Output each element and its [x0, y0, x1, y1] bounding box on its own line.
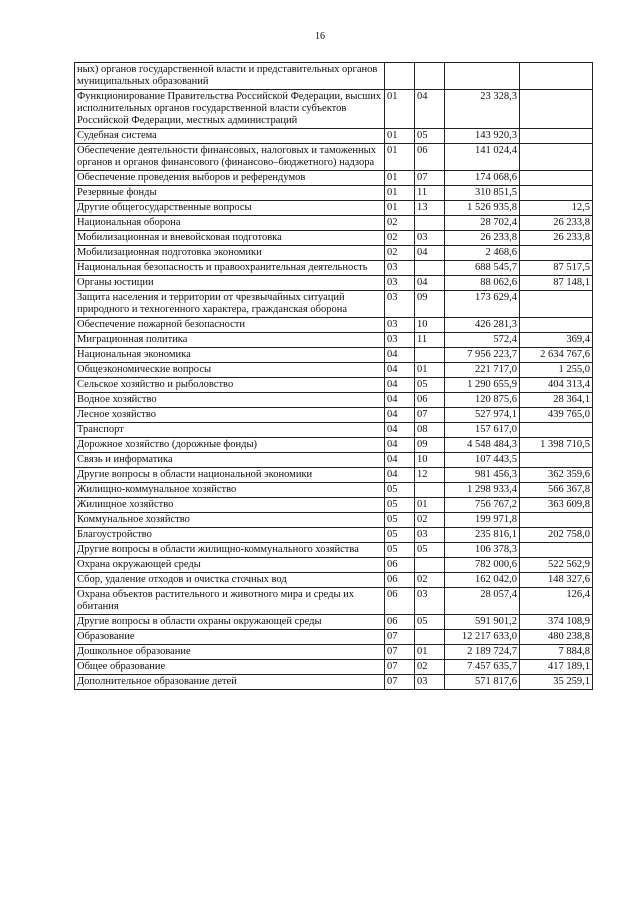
- amount-subventions: [520, 318, 593, 333]
- amount-total: 981 456,3: [445, 468, 520, 483]
- amount-subventions: 87 148,1: [520, 276, 593, 291]
- section-code: 05: [385, 528, 415, 543]
- amount-total: 120 875,6: [445, 393, 520, 408]
- subsection-code: 11: [415, 333, 445, 348]
- section-code: 05: [385, 498, 415, 513]
- section-code: 06: [385, 588, 415, 615]
- amount-subventions: 202 758,0: [520, 528, 593, 543]
- row-name: Жилищно-коммунальное хозяйство: [75, 483, 385, 498]
- table-row: [75, 558, 593, 573]
- amount-subventions: [520, 453, 593, 468]
- section-code: 01: [385, 129, 415, 144]
- subsection-code: 05: [415, 129, 445, 144]
- subsection-code: 09: [415, 438, 445, 453]
- section-code: 04: [385, 408, 415, 423]
- amount-subventions: 26 233,8: [520, 231, 593, 246]
- subsection-code: [415, 558, 445, 573]
- subsection-code: 04: [415, 276, 445, 291]
- section-code: 04: [385, 378, 415, 393]
- table-row: [75, 543, 593, 558]
- section-code: 04: [385, 453, 415, 468]
- row-name: Резервные фонды: [75, 186, 385, 201]
- subsection-code: [415, 216, 445, 231]
- amount-subventions: 126,4: [520, 588, 593, 615]
- subsection-code: 03: [415, 588, 445, 615]
- row-name: Защита населения и территории от чрезвычайных ситуаций природного и техногенного характера, гражданская оборона: [75, 291, 385, 318]
- section-code: 01: [385, 90, 415, 129]
- amount-subventions: [520, 513, 593, 528]
- amount-subventions: 566 367,8: [520, 483, 593, 498]
- section-code: 06: [385, 558, 415, 573]
- amount-subventions: 439 765,0: [520, 408, 593, 423]
- table-row: [75, 129, 593, 144]
- amount-subventions: 362 359,6: [520, 468, 593, 483]
- budget-table-body: [75, 63, 593, 690]
- table-row: [75, 645, 593, 660]
- amount-subventions: 1 255,0: [520, 363, 593, 378]
- table-row: [75, 675, 593, 690]
- amount-subventions: 1 398 710,5: [520, 438, 593, 453]
- table-row: [75, 276, 593, 291]
- table-row: [75, 318, 593, 333]
- row-name: Благоустройство: [75, 528, 385, 543]
- amount-subventions: 2 634 767,6: [520, 348, 593, 363]
- amount-subventions: [520, 90, 593, 129]
- amount-total: 107 443,5: [445, 453, 520, 468]
- subsection-code: 05: [415, 378, 445, 393]
- section-code: 05: [385, 543, 415, 558]
- section-code: 04: [385, 363, 415, 378]
- section-code: 04: [385, 393, 415, 408]
- row-name: Дополнительное образование детей: [75, 675, 385, 690]
- row-name: Лесное хозяйство: [75, 408, 385, 423]
- subsection-code: 06: [415, 144, 445, 171]
- subsection-code: [415, 63, 445, 90]
- row-name: Охрана окружающей среды: [75, 558, 385, 573]
- row-name: Другие вопросы в области жилищно-коммунального хозяйства: [75, 543, 385, 558]
- row-name: Коммунальное хозяйство: [75, 513, 385, 528]
- table-row: [75, 660, 593, 675]
- section-code: 01: [385, 144, 415, 171]
- section-code: 04: [385, 423, 415, 438]
- subsection-code: 06: [415, 393, 445, 408]
- row-name: Другие вопросы в области охраны окружающей среды: [75, 615, 385, 630]
- subsection-code: 13: [415, 201, 445, 216]
- section-code: 05: [385, 483, 415, 498]
- amount-subventions: 28 364,1: [520, 393, 593, 408]
- table-row: [75, 261, 593, 276]
- section-code: 02: [385, 231, 415, 246]
- subsection-code: 12: [415, 468, 445, 483]
- amount-total: 756 767,2: [445, 498, 520, 513]
- amount-total: 7 956 223,7: [445, 348, 520, 363]
- section-code: 01: [385, 201, 415, 216]
- amount-total: 688 545,7: [445, 261, 520, 276]
- table-row: [75, 615, 593, 630]
- amount-subventions: [520, 246, 593, 261]
- amount-subventions: [520, 291, 593, 318]
- table-row: [75, 171, 593, 186]
- amount-total: 28 702,4: [445, 216, 520, 231]
- amount-total: 173 629,4: [445, 291, 520, 318]
- amount-subventions: 7 884,8: [520, 645, 593, 660]
- row-name: Сбор, удаление отходов и очистка сточных вод: [75, 573, 385, 588]
- amount-total: 4 548 484,3: [445, 438, 520, 453]
- row-name: Органы юстиции: [75, 276, 385, 291]
- amount-total: 88 062,6: [445, 276, 520, 291]
- section-code: 03: [385, 261, 415, 276]
- amount-total: 572,4: [445, 333, 520, 348]
- row-name: Национальная безопасность и правоохранительная деятельность: [75, 261, 385, 276]
- row-name: Жилищное хозяйство: [75, 498, 385, 513]
- row-name: Сельское хозяйство и рыболовство: [75, 378, 385, 393]
- amount-subventions: [520, 144, 593, 171]
- section-code: 07: [385, 645, 415, 660]
- subsection-code: 10: [415, 318, 445, 333]
- section-code: 07: [385, 675, 415, 690]
- table-row: [75, 630, 593, 645]
- subsection-code: 01: [415, 363, 445, 378]
- table-row: [75, 423, 593, 438]
- table-row: [75, 498, 593, 513]
- section-code: 03: [385, 318, 415, 333]
- table-row: [75, 90, 593, 129]
- subsection-code: 08: [415, 423, 445, 438]
- section-code: 06: [385, 615, 415, 630]
- table-row: [75, 408, 593, 423]
- table-row: [75, 453, 593, 468]
- section-code: 03: [385, 276, 415, 291]
- page-number: 16: [315, 31, 325, 42]
- subsection-code: 05: [415, 543, 445, 558]
- amount-total: 2 189 724,7: [445, 645, 520, 660]
- budget-table: [74, 62, 593, 690]
- row-name: Мобилизационная подготовка экономики: [75, 246, 385, 261]
- row-name: Охрана объектов растительного и животного мира и среды их обитания: [75, 588, 385, 615]
- subsection-code: 11: [415, 186, 445, 201]
- amount-subventions: 480 238,8: [520, 630, 593, 645]
- table-row: [75, 378, 593, 393]
- table-row: [75, 63, 593, 90]
- row-name: Мобилизационная и вневойсковая подготовка: [75, 231, 385, 246]
- amount-subventions: 522 562,9: [520, 558, 593, 573]
- subsection-code: 02: [415, 513, 445, 528]
- subsection-code: [415, 348, 445, 363]
- amount-total: 23 328,3: [445, 90, 520, 129]
- row-name: Национальная экономика: [75, 348, 385, 363]
- amount-subventions: 404 313,4: [520, 378, 593, 393]
- row-name: Обеспечение проведения выборов и референдумов: [75, 171, 385, 186]
- amount-total: 26 233,8: [445, 231, 520, 246]
- subsection-code: 02: [415, 573, 445, 588]
- amount-total: 591 901,2: [445, 615, 520, 630]
- row-name: Дошкольное образование: [75, 645, 385, 660]
- row-name: Водное хозяйство: [75, 393, 385, 408]
- row-name: Другие вопросы в области национальной экономики: [75, 468, 385, 483]
- table-row: [75, 144, 593, 171]
- amount-total: 174 068,6: [445, 171, 520, 186]
- row-name: ных) органов государственной власти и представительных органов муниципальных образований: [75, 63, 385, 90]
- amount-subventions: [520, 423, 593, 438]
- subsection-code: [415, 261, 445, 276]
- section-code: 02: [385, 246, 415, 261]
- table-row: [75, 246, 593, 261]
- amount-total: 157 617,0: [445, 423, 520, 438]
- amount-subventions: 26 233,8: [520, 216, 593, 231]
- row-name: Общеэкономические вопросы: [75, 363, 385, 378]
- amount-total: 235 816,1: [445, 528, 520, 543]
- subsection-code: 07: [415, 408, 445, 423]
- table-row: [75, 186, 593, 201]
- row-name: Транспорт: [75, 423, 385, 438]
- section-code: 05: [385, 513, 415, 528]
- subsection-code: 09: [415, 291, 445, 318]
- amount-subventions: [520, 129, 593, 144]
- row-name: Национальная оборона: [75, 216, 385, 231]
- amount-total: 12 217 633,0: [445, 630, 520, 645]
- section-code: 04: [385, 468, 415, 483]
- section-code: 07: [385, 660, 415, 675]
- amount-total: 7 457 635,7: [445, 660, 520, 675]
- table-row: [75, 573, 593, 588]
- row-name: Обеспечение пожарной безопасности: [75, 318, 385, 333]
- amount-total: 527 974,1: [445, 408, 520, 423]
- amount-total: 106 378,3: [445, 543, 520, 558]
- subsection-code: 03: [415, 675, 445, 690]
- section-code: [385, 63, 415, 90]
- subsection-code: 01: [415, 645, 445, 660]
- row-name: Функционирование Правительства Российской Федерации, высших исполнительных органов государственной власти субъектов Российской Федерации, местных администраций: [75, 90, 385, 129]
- table-row: [75, 588, 593, 615]
- amount-subventions: 148 327,6: [520, 573, 593, 588]
- subsection-code: 04: [415, 246, 445, 261]
- row-name: Судебная система: [75, 129, 385, 144]
- table-row: [75, 468, 593, 483]
- table-row: [75, 333, 593, 348]
- subsection-code: 02: [415, 660, 445, 675]
- table-row: [75, 291, 593, 318]
- section-code: 02: [385, 216, 415, 231]
- section-code: 04: [385, 348, 415, 363]
- table-row: [75, 348, 593, 363]
- row-name: Обеспечение деятельности финансовых, налоговых и таможенных органов и органов финансового (финансово–бюджетного) надзора: [75, 144, 385, 171]
- amount-subventions: 12,5: [520, 201, 593, 216]
- table-row: [75, 201, 593, 216]
- row-name: Миграционная политика: [75, 333, 385, 348]
- table-row: [75, 438, 593, 453]
- subsection-code: 03: [415, 231, 445, 246]
- amount-total: 310 851,5: [445, 186, 520, 201]
- row-name: Общее образование: [75, 660, 385, 675]
- subsection-code: 05: [415, 615, 445, 630]
- subsection-code: 07: [415, 171, 445, 186]
- amount-total: 782 000,6: [445, 558, 520, 573]
- subsection-code: 03: [415, 528, 445, 543]
- section-code: 01: [385, 171, 415, 186]
- amount-total: 571 817,6: [445, 675, 520, 690]
- amount-total: 141 024,4: [445, 144, 520, 171]
- table-row: [75, 513, 593, 528]
- section-code: 01: [385, 186, 415, 201]
- row-name: Другие общегосударственные вопросы: [75, 201, 385, 216]
- amount-subventions: 369,4: [520, 333, 593, 348]
- amount-total: 28 057,4: [445, 588, 520, 615]
- amount-total: 162 042,0: [445, 573, 520, 588]
- amount-total: 1 298 933,4: [445, 483, 520, 498]
- table-row: [75, 483, 593, 498]
- amount-subventions: [520, 186, 593, 201]
- row-name: Дорожное хозяйство (дорожные фонды): [75, 438, 385, 453]
- subsection-code: [415, 483, 445, 498]
- amount-subventions: [520, 171, 593, 186]
- amount-subventions: 363 609,8: [520, 498, 593, 513]
- amount-total: 199 971,8: [445, 513, 520, 528]
- table-row: [75, 528, 593, 543]
- amount-subventions: 417 189,1: [520, 660, 593, 675]
- amount-total: 143 920,3: [445, 129, 520, 144]
- amount-total: 221 717,0: [445, 363, 520, 378]
- table-row: [75, 393, 593, 408]
- section-code: 04: [385, 438, 415, 453]
- subsection-code: 01: [415, 498, 445, 513]
- row-name: Связь и информатика: [75, 453, 385, 468]
- table-row: [75, 216, 593, 231]
- amount-subventions: 87 517,5: [520, 261, 593, 276]
- section-code: 06: [385, 573, 415, 588]
- subsection-code: 04: [415, 90, 445, 129]
- amount-total: 2 468,6: [445, 246, 520, 261]
- amount-subventions: [520, 543, 593, 558]
- amount-total: 1 526 935,8: [445, 201, 520, 216]
- amount-total: 426 281,3: [445, 318, 520, 333]
- amount-subventions: 374 108,9: [520, 615, 593, 630]
- section-code: 07: [385, 630, 415, 645]
- amount-total: [445, 63, 520, 90]
- amount-total: 1 290 655,9: [445, 378, 520, 393]
- table-row: [75, 363, 593, 378]
- table-row: [75, 231, 593, 246]
- row-name: Образование: [75, 630, 385, 645]
- subsection-code: 10: [415, 453, 445, 468]
- amount-subventions: 35 259,1: [520, 675, 593, 690]
- subsection-code: [415, 630, 445, 645]
- amount-subventions: [520, 63, 593, 90]
- section-code: 03: [385, 333, 415, 348]
- section-code: 03: [385, 291, 415, 318]
